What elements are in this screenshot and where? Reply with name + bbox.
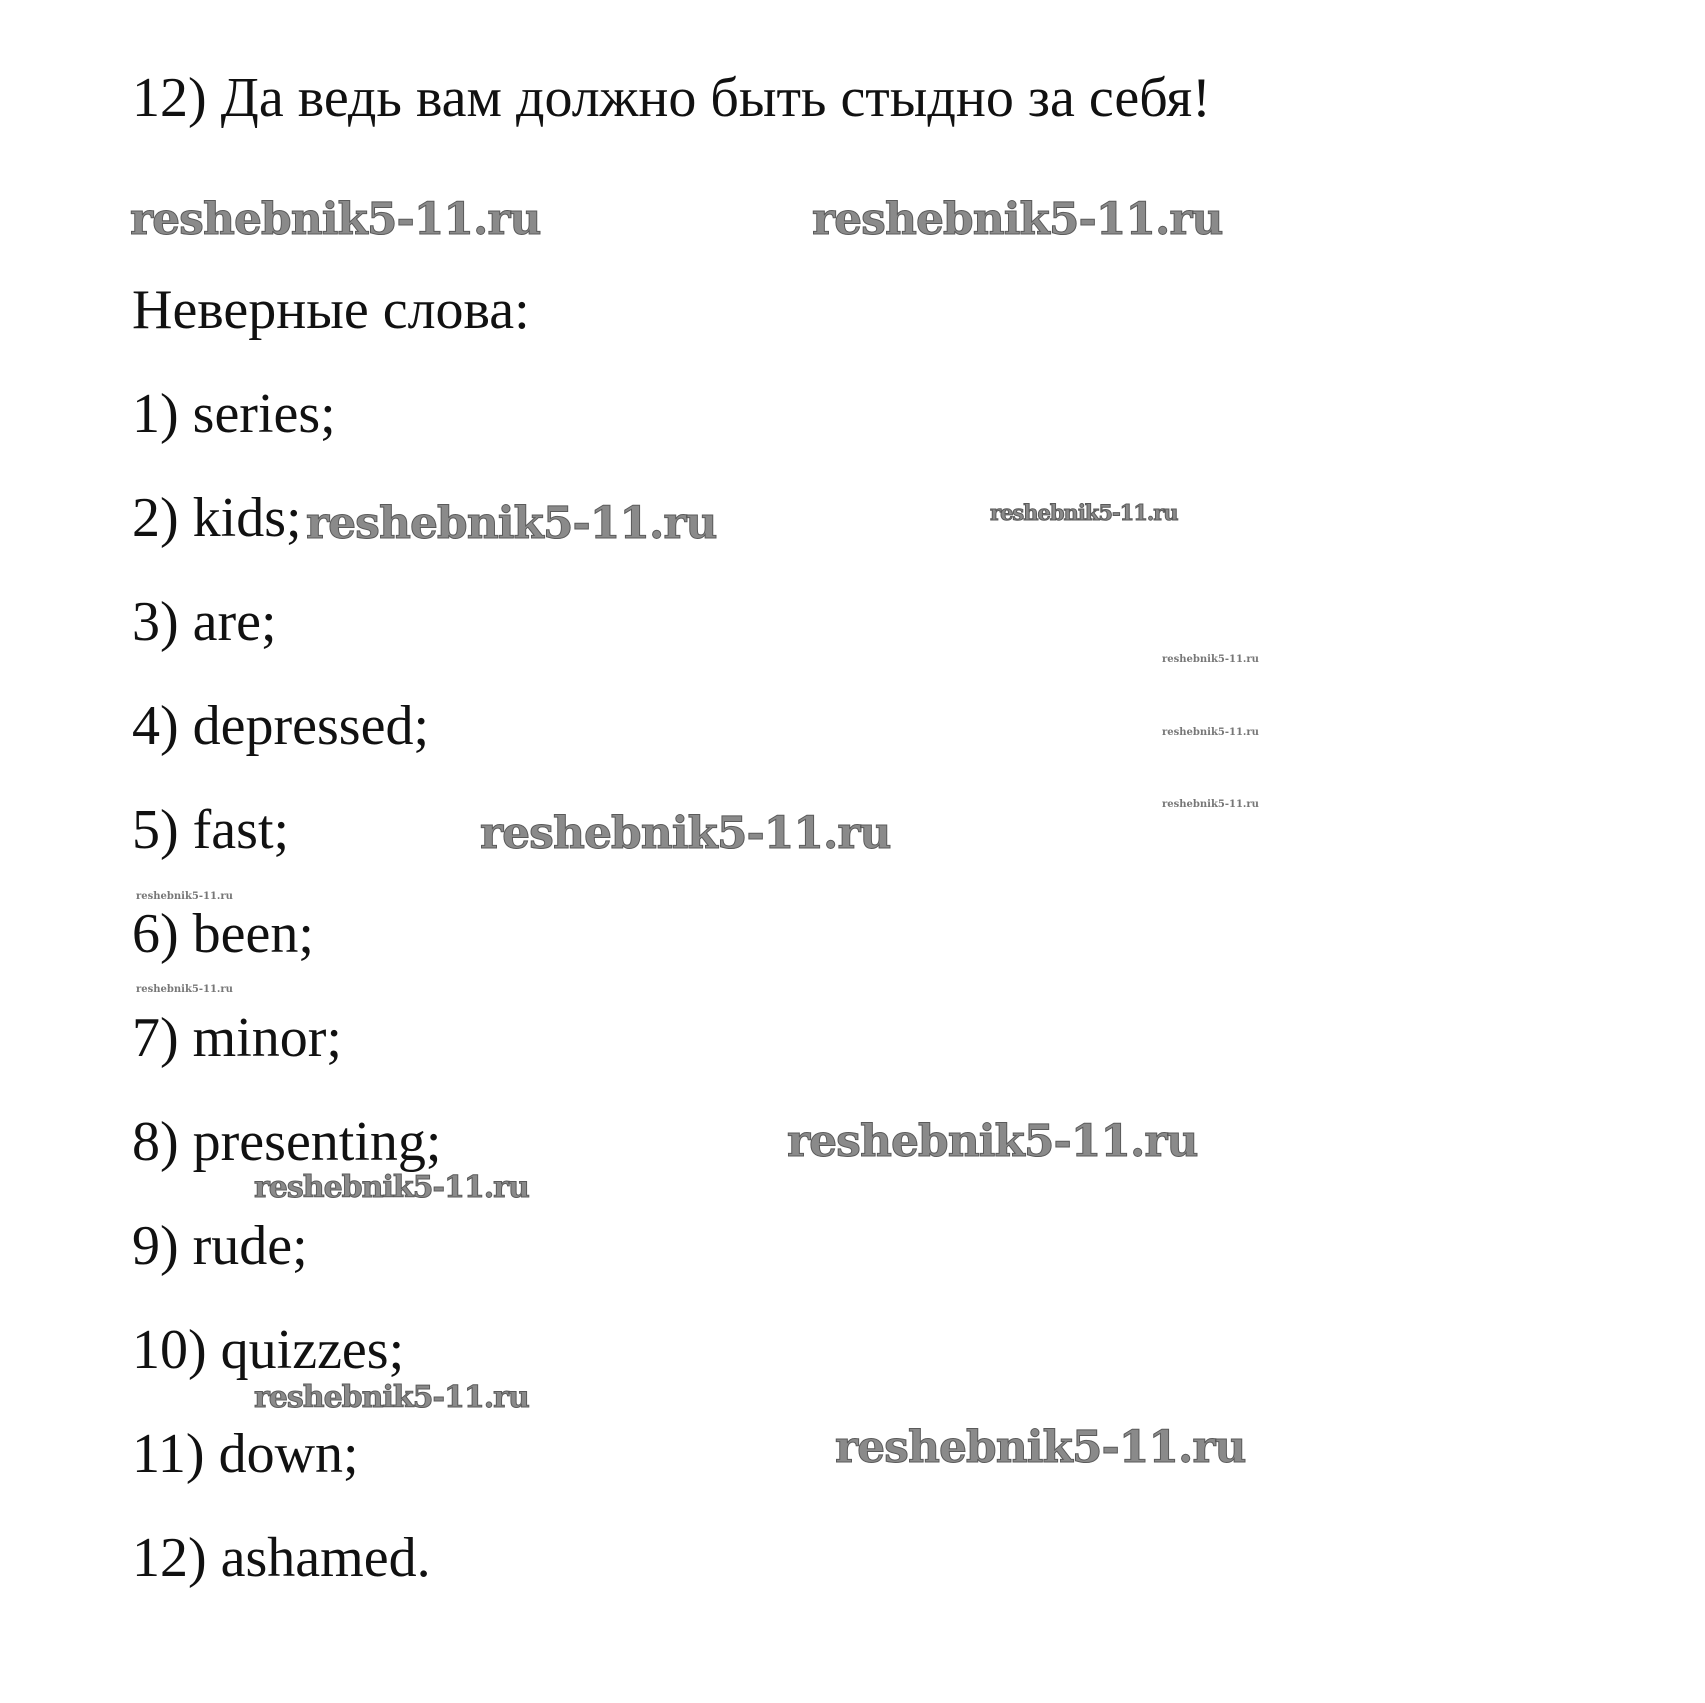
answer-item-5: 5) fast; — [132, 799, 290, 861]
answer-item-7: 7) minor; — [132, 1007, 342, 1069]
answer-item-1: 1) series; — [132, 383, 336, 445]
watermark: reshebnik5-11.ru — [1162, 799, 1259, 810]
watermark: reshebnik5-11.ru — [990, 500, 1178, 525]
watermark: reshebnik5-11.ru — [1162, 727, 1259, 738]
section-title: Неверные слова: — [132, 279, 530, 341]
watermark: reshebnik5-11.ru — [835, 1422, 1246, 1473]
answer-item-6: 6) been; — [132, 903, 314, 965]
watermark: reshebnik5-11.ru — [254, 1380, 529, 1415]
answer-item-12: 12) ashamed. — [132, 1527, 431, 1589]
watermark: reshebnik5-11.ru — [254, 1170, 529, 1205]
answer-item-9: 9) rude; — [132, 1215, 308, 1277]
watermark: reshebnik5-11.ru — [306, 498, 717, 549]
watermark: reshebnik5-11.ru — [136, 984, 233, 995]
watermark: reshebnik5-11.ru — [1162, 654, 1259, 665]
answer-item-2: 2) kids; — [132, 487, 302, 549]
watermark: reshebnik5-11.ru — [136, 891, 233, 902]
answer-item-8: 8) presenting; — [132, 1111, 442, 1173]
heading-line: 12) Да ведь вам должно быть стыдно за себя! — [132, 67, 1211, 129]
watermark: reshebnik5-11.ru — [787, 1116, 1198, 1167]
watermark: reshebnik5-11.ru — [130, 194, 541, 245]
answer-item-4: 4) depressed; — [132, 695, 430, 757]
answer-item-10: 10) quizzes; — [132, 1319, 405, 1381]
watermark: reshebnik5-11.ru — [480, 808, 891, 859]
answer-item-11: 11) down; — [132, 1423, 359, 1485]
answer-item-3: 3) are; — [132, 591, 277, 653]
watermark: reshebnik5-11.ru — [812, 194, 1223, 245]
